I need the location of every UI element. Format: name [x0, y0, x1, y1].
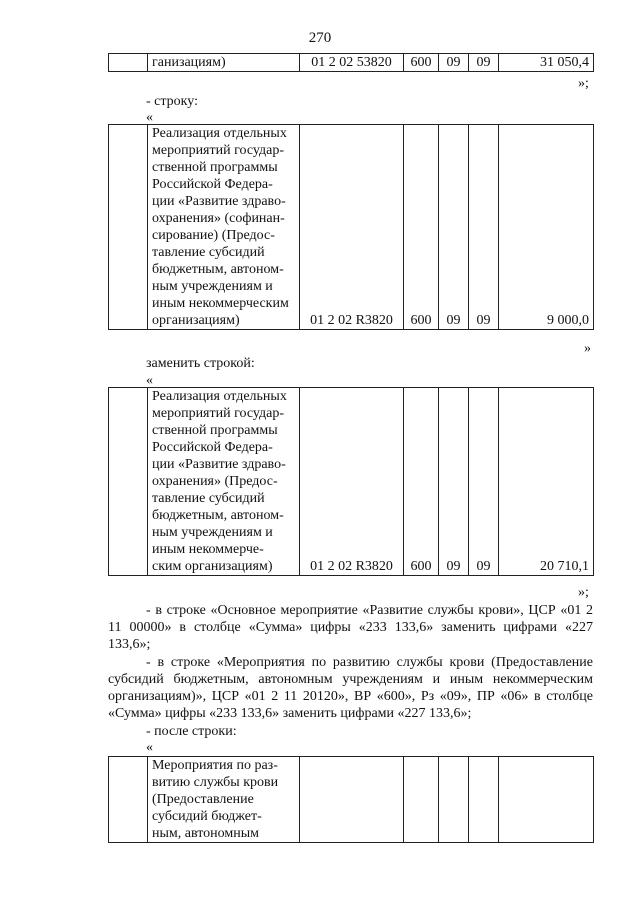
pr-cell: 09 [469, 388, 499, 576]
table-row [109, 388, 594, 576]
rz-cell: 09 [439, 54, 469, 72]
sum-cell [499, 757, 594, 843]
empty-cell [109, 388, 148, 576]
vr-cell: 600 [404, 54, 439, 72]
instruction-label: - строку: [146, 94, 198, 109]
opening-quote: « [146, 740, 153, 755]
empty-cell [109, 54, 148, 72]
sum-cell: 31 050,4 [499, 54, 594, 72]
pr-cell [469, 757, 499, 843]
csr-cell: 01 2 02 53820 [300, 54, 404, 72]
description-cell: Мероприятия по раз- витию службы крови (Предоставление субсидий бюджет- ным, автономным [148, 757, 300, 843]
csr-cell: 01 2 02 R3820 [300, 388, 404, 576]
empty-cell [109, 757, 148, 843]
sum-cell: 20 710,1 [499, 388, 594, 576]
vr-cell [404, 757, 439, 843]
pr-cell: 09 [469, 125, 499, 330]
rz-cell: 09 [439, 388, 469, 576]
table-row [109, 125, 594, 330]
opening-quote: « [146, 373, 153, 388]
description-cell: Реализация отдельных мероприятий государ- ственной программы Российской Федера- ции «Развитие здраво- охранения» (Предос- тавление субсидий бюджетным, автоном- ным учреждениям и иным некоммерче- ским организациям) [148, 388, 300, 576]
instruction-paragraph: - в строке «Мероприятия по развитию службы крови (Предоставление субсидий бюджетным, автономным учреждениям и иным некоммерческим организациям)», ЦСР «01 2 11 20120», ВР «600», Рз «09», ПР «06» в столбце «Сумма» цифры «233 133,6» заменить цифрами «227 133,6»; [108, 655, 593, 721]
budget-table-new [108, 387, 594, 576]
opening-quote: « [146, 110, 153, 125]
table-row [109, 757, 594, 843]
vr-cell: 600 [404, 388, 439, 576]
instruction-label: - после строки: [146, 724, 237, 739]
description-cell: Реализация отдельных мероприятий государ- ственной программы Российской Федера- ции «Развитие здраво- охранения» (софинан- сирование) (Предос- тавление субсидий бюджетным, автоном- ным учреждениям и иным некоммерческим организациям) [148, 125, 300, 330]
vr-cell: 600 [404, 125, 439, 330]
csr-cell: 01 2 02 R3820 [300, 125, 404, 330]
budget-table-top [108, 53, 594, 72]
closing-quote: »; [578, 585, 589, 600]
csr-cell [300, 757, 404, 843]
page-number: 270 [308, 30, 332, 46]
pr-cell: 09 [469, 54, 499, 72]
empty-cell [109, 125, 148, 330]
closing-quote: » [584, 341, 591, 356]
rz-cell: 09 [439, 125, 469, 330]
description-cell: ганизациям) [148, 54, 300, 72]
instruction-paragraph: - в строке «Основное мероприятие «Развитие службы крови», ЦСР «01 2 11 00000» в столбце «Сумма» цифры «233 133,6» заменить цифрами «227 133,6»; [108, 603, 593, 652]
budget-table-after [108, 756, 594, 843]
budget-table-old [108, 124, 594, 330]
sum-cell: 9 000,0 [499, 125, 594, 330]
closing-quote: »; [578, 76, 589, 91]
rz-cell [439, 757, 469, 843]
table-row [109, 54, 594, 72]
instruction-label: заменить строкой: [146, 356, 255, 371]
